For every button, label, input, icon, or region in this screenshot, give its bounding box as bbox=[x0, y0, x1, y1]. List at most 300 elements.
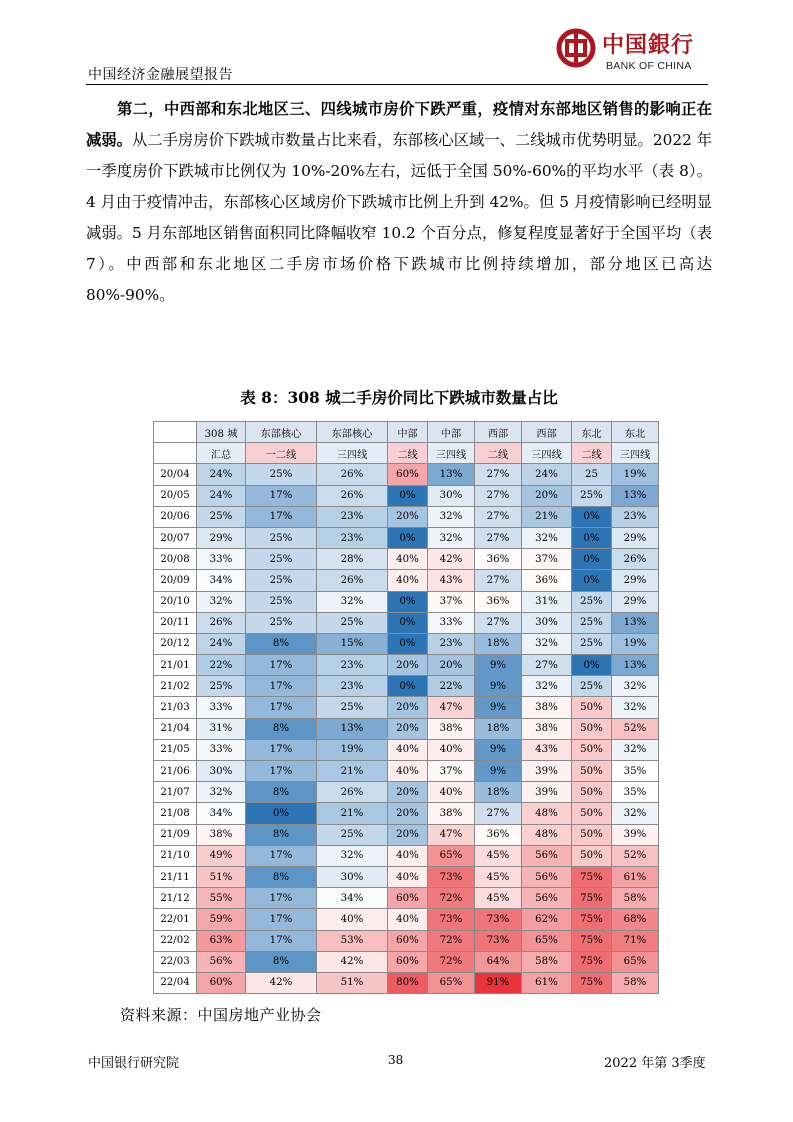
table-cell: 47% bbox=[428, 697, 475, 718]
row-period: 22/03 bbox=[154, 951, 197, 972]
table-cell: 29% bbox=[612, 570, 659, 591]
table-row bbox=[154, 570, 659, 591]
table-cell: 40% bbox=[388, 909, 428, 930]
table-cell: 30% bbox=[522, 612, 572, 633]
table-cell: 27% bbox=[475, 464, 522, 485]
table-cell: 15% bbox=[317, 633, 388, 654]
table-cell: 62% bbox=[522, 909, 572, 930]
header-cell: 一二线 bbox=[246, 443, 317, 464]
header-cell bbox=[154, 443, 197, 464]
table-cell: 52% bbox=[612, 718, 659, 739]
table-cell: 36% bbox=[475, 591, 522, 612]
table-cell: 13% bbox=[612, 655, 659, 676]
header-rule bbox=[86, 84, 708, 85]
table-cell: 0% bbox=[572, 570, 612, 591]
table-cell: 29% bbox=[612, 591, 659, 612]
table-cell: 25% bbox=[197, 506, 246, 527]
table-cell: 21% bbox=[317, 761, 388, 782]
table-cell: 27% bbox=[475, 506, 522, 527]
table-cell: 43% bbox=[428, 570, 475, 591]
table-cell: 60% bbox=[388, 888, 428, 909]
table-cell: 27% bbox=[522, 655, 572, 676]
table-cell: 28% bbox=[317, 549, 388, 570]
table-cell: 40% bbox=[388, 866, 428, 887]
table-cell: 0% bbox=[246, 803, 317, 824]
table-cell: 55% bbox=[197, 888, 246, 909]
table-cell: 25% bbox=[317, 612, 388, 633]
table-cell: 13% bbox=[428, 464, 475, 485]
table-cell: 9% bbox=[475, 697, 522, 718]
row-period: 22/02 bbox=[154, 930, 197, 951]
table-row bbox=[154, 527, 659, 548]
table-cell: 65% bbox=[428, 845, 475, 866]
row-period: 21/12 bbox=[154, 888, 197, 909]
table-cell: 0% bbox=[388, 527, 428, 548]
table-cell: 33% bbox=[197, 549, 246, 570]
row-period: 20/11 bbox=[154, 612, 197, 633]
table-cell: 23% bbox=[317, 527, 388, 548]
table-cell: 24% bbox=[197, 633, 246, 654]
table-row bbox=[154, 782, 659, 803]
table-cell: 32% bbox=[197, 782, 246, 803]
table-cell: 34% bbox=[197, 570, 246, 591]
row-period: 20/06 bbox=[154, 506, 197, 527]
table-cell: 26% bbox=[317, 782, 388, 803]
row-period: 21/11 bbox=[154, 866, 197, 887]
table-cell: 32% bbox=[522, 676, 572, 697]
table-cell: 20% bbox=[388, 718, 428, 739]
table-cell: 59% bbox=[197, 909, 246, 930]
row-period: 20/08 bbox=[154, 549, 197, 570]
table-row bbox=[154, 909, 659, 930]
table-header-row-region bbox=[154, 422, 659, 443]
header-cell: 中部 bbox=[428, 422, 475, 443]
table-cell: 36% bbox=[522, 570, 572, 591]
table-cell: 25% bbox=[572, 633, 612, 654]
table-cell: 21% bbox=[522, 506, 572, 527]
table-cell: 24% bbox=[522, 464, 572, 485]
row-period: 20/07 bbox=[154, 527, 197, 548]
table-cell: 48% bbox=[522, 803, 572, 824]
table-cell: 45% bbox=[475, 845, 522, 866]
table-row bbox=[154, 845, 659, 866]
footer-institute: 中国银行研究院 bbox=[88, 1056, 180, 1071]
table-cell: 24% bbox=[197, 464, 246, 485]
table-row bbox=[154, 951, 659, 972]
table-cell: 75% bbox=[572, 909, 612, 930]
table-cell: 27% bbox=[475, 527, 522, 548]
row-period: 20/12 bbox=[154, 633, 197, 654]
row-period: 22/01 bbox=[154, 909, 197, 930]
table-cell: 73% bbox=[428, 909, 475, 930]
table-cell: 0% bbox=[388, 591, 428, 612]
table-cell: 50% bbox=[572, 803, 612, 824]
table-cell: 29% bbox=[197, 527, 246, 548]
report-title: 中国经济金融展望报告 bbox=[88, 67, 233, 83]
table-row bbox=[154, 803, 659, 824]
table-row bbox=[154, 888, 659, 909]
table-cell: 51% bbox=[317, 972, 388, 993]
table-cell: 34% bbox=[317, 888, 388, 909]
table-cell: 17% bbox=[246, 506, 317, 527]
table-cell: 61% bbox=[522, 972, 572, 993]
header-cell: 三四线 bbox=[522, 443, 572, 464]
table-cell: 47% bbox=[428, 824, 475, 845]
table-cell: 36% bbox=[475, 824, 522, 845]
header-cell: 三四线 bbox=[317, 443, 388, 464]
table-cell: 71% bbox=[612, 930, 659, 951]
table-cell: 38% bbox=[522, 697, 572, 718]
table-cell: 30% bbox=[197, 761, 246, 782]
table-row bbox=[154, 676, 659, 697]
table-cell: 17% bbox=[246, 845, 317, 866]
header-cell: 二线 bbox=[388, 443, 428, 464]
table-cell: 58% bbox=[612, 972, 659, 993]
table-cell: 0% bbox=[388, 485, 428, 506]
table-cell: 19% bbox=[317, 739, 388, 760]
paragraph-lead: 第二，中西部和东北地区三、四线城市房价下跌严重，疫情对东部地区销售的影响正在减弱。 bbox=[86, 100, 712, 149]
table-cell: 38% bbox=[428, 718, 475, 739]
table-cell: 75% bbox=[572, 972, 612, 993]
table-cell: 30% bbox=[428, 485, 475, 506]
table-cell: 31% bbox=[197, 718, 246, 739]
table-cell: 30% bbox=[317, 866, 388, 887]
table-cell: 40% bbox=[388, 549, 428, 570]
table-cell: 26% bbox=[317, 485, 388, 506]
table-cell: 27% bbox=[475, 485, 522, 506]
table-cell: 50% bbox=[572, 697, 612, 718]
table-cell: 63% bbox=[197, 930, 246, 951]
table-cell: 0% bbox=[388, 676, 428, 697]
table-cell: 50% bbox=[572, 718, 612, 739]
table-row bbox=[154, 655, 659, 676]
logo-chinese-name: 中国銀行 bbox=[602, 33, 695, 58]
row-period: 21/10 bbox=[154, 845, 197, 866]
row-period: 21/01 bbox=[154, 655, 197, 676]
table-cell: 33% bbox=[197, 697, 246, 718]
table-cell: 17% bbox=[246, 676, 317, 697]
table-cell: 56% bbox=[522, 888, 572, 909]
table-cell: 9% bbox=[475, 739, 522, 760]
table-cell: 37% bbox=[522, 549, 572, 570]
table-cell: 0% bbox=[572, 506, 612, 527]
row-period: 22/04 bbox=[154, 972, 197, 993]
table-cell: 32% bbox=[317, 845, 388, 866]
source-note: 资料来源：中国房地产业协会 bbox=[120, 1006, 322, 1024]
table-cell: 37% bbox=[428, 761, 475, 782]
table-cell: 26% bbox=[197, 612, 246, 633]
table-cell: 56% bbox=[522, 866, 572, 887]
table-cell: 35% bbox=[612, 761, 659, 782]
table-cell: 18% bbox=[475, 718, 522, 739]
body-paragraph bbox=[86, 94, 712, 311]
page-number: 38 bbox=[388, 1053, 404, 1067]
row-period: 20/10 bbox=[154, 591, 197, 612]
table-cell: 51% bbox=[197, 866, 246, 887]
table-cell: 40% bbox=[388, 570, 428, 591]
paragraph-text: 从二手房房价下跌城市数量占比来看，东部核心区域一、二线城市优势明显。2022 年一季度房价下跌城市比例仅为 10%-20%左右，远低于全国 50%-60%的平均水平（表 8）。4 月由于疫情冲击，东部核心区域房价下跌城市比例上升到 42%。但 5 月疫情影响已经明显减弱。5 月东部地区销售面积同比降幅收窄 10.2 个百分点，修复程度显著好于全国平均（表 7）。中西部和东北地区二手房市场价格下跌城市比例持续增加，部分地区已高达 80%-90%。 bbox=[86, 131, 712, 304]
table-cell: 40% bbox=[388, 761, 428, 782]
header-cell: 三四线 bbox=[428, 443, 475, 464]
header-cell: 二线 bbox=[475, 443, 522, 464]
table-cell: 50% bbox=[572, 782, 612, 803]
table-cell: 25% bbox=[317, 824, 388, 845]
table-cell: 26% bbox=[612, 549, 659, 570]
table-cell: 32% bbox=[522, 527, 572, 548]
table-cell: 75% bbox=[572, 888, 612, 909]
table-cell: 0% bbox=[572, 527, 612, 548]
table-cell: 26% bbox=[317, 570, 388, 591]
table-cell: 40% bbox=[317, 909, 388, 930]
table-cell: 60% bbox=[388, 951, 428, 972]
table-cell: 24% bbox=[197, 485, 246, 506]
table-cell: 27% bbox=[475, 803, 522, 824]
table-row bbox=[154, 697, 659, 718]
table-cell: 13% bbox=[612, 485, 659, 506]
table-cell: 23% bbox=[317, 506, 388, 527]
table-cell: 20% bbox=[428, 655, 475, 676]
table-cell: 33% bbox=[197, 739, 246, 760]
table-title: 表 8：308 城二手房价同比下跌城市数量占比 bbox=[240, 388, 558, 407]
table-cell: 8% bbox=[246, 824, 317, 845]
table-cell: 32% bbox=[428, 527, 475, 548]
table-cell: 20% bbox=[388, 782, 428, 803]
table-cell: 0% bbox=[572, 655, 612, 676]
bank-logo bbox=[556, 22, 708, 82]
table-cell: 58% bbox=[612, 888, 659, 909]
table-cell: 75% bbox=[572, 866, 612, 887]
table-cell: 42% bbox=[317, 951, 388, 972]
table-cell: 40% bbox=[428, 782, 475, 803]
table-cell: 36% bbox=[475, 549, 522, 570]
table-cell: 75% bbox=[572, 930, 612, 951]
table-cell: 17% bbox=[246, 485, 317, 506]
table-cell: 65% bbox=[522, 930, 572, 951]
table-row bbox=[154, 972, 659, 993]
table-cell: 27% bbox=[475, 570, 522, 591]
table-cell: 25% bbox=[246, 591, 317, 612]
table-cell: 32% bbox=[197, 591, 246, 612]
table-cell: 33% bbox=[428, 612, 475, 633]
table-cell: 40% bbox=[388, 739, 428, 760]
table-cell: 50% bbox=[572, 824, 612, 845]
table-cell: 25% bbox=[572, 485, 612, 506]
table-cell: 17% bbox=[246, 761, 317, 782]
row-period: 20/04 bbox=[154, 464, 197, 485]
price-decline-table bbox=[153, 421, 659, 994]
table-cell: 26% bbox=[317, 464, 388, 485]
table-header-row-tier bbox=[154, 443, 659, 464]
table-cell: 23% bbox=[317, 676, 388, 697]
table-cell: 32% bbox=[612, 697, 659, 718]
header-cell: 汇总 bbox=[197, 443, 246, 464]
table-row bbox=[154, 930, 659, 951]
table-cell: 17% bbox=[246, 655, 317, 676]
table-cell: 75% bbox=[572, 951, 612, 972]
table-cell: 39% bbox=[522, 782, 572, 803]
table-cell: 20% bbox=[388, 824, 428, 845]
table-cell: 45% bbox=[475, 866, 522, 887]
table-cell: 17% bbox=[246, 697, 317, 718]
row-period: 21/08 bbox=[154, 803, 197, 824]
table-row bbox=[154, 612, 659, 633]
table-cell: 32% bbox=[428, 506, 475, 527]
table-cell: 25% bbox=[246, 527, 317, 548]
table-cell: 73% bbox=[475, 930, 522, 951]
table-cell: 52% bbox=[612, 845, 659, 866]
table-cell: 21% bbox=[317, 803, 388, 824]
table-cell: 17% bbox=[246, 739, 317, 760]
row-period: 21/02 bbox=[154, 676, 197, 697]
table-row bbox=[154, 824, 659, 845]
row-period: 21/09 bbox=[154, 824, 197, 845]
table-cell: 56% bbox=[522, 845, 572, 866]
table-cell: 19% bbox=[612, 464, 659, 485]
header-cell bbox=[154, 422, 197, 443]
table-cell: 27% bbox=[475, 612, 522, 633]
table-cell: 65% bbox=[428, 972, 475, 993]
table-cell: 73% bbox=[475, 909, 522, 930]
table-cell: 29% bbox=[612, 527, 659, 548]
table-cell: 53% bbox=[317, 930, 388, 951]
table-row bbox=[154, 464, 659, 485]
header-cell: 中部 bbox=[388, 422, 428, 443]
table-cell: 68% bbox=[612, 909, 659, 930]
table-cell: 72% bbox=[428, 930, 475, 951]
table-cell: 23% bbox=[317, 655, 388, 676]
header-cell: 二线 bbox=[572, 443, 612, 464]
table-cell: 25% bbox=[572, 676, 612, 697]
table-row bbox=[154, 761, 659, 782]
table-cell: 23% bbox=[428, 633, 475, 654]
table-cell: 32% bbox=[317, 591, 388, 612]
table-cell: 8% bbox=[246, 782, 317, 803]
table-cell: 32% bbox=[612, 676, 659, 697]
table-cell: 25% bbox=[572, 591, 612, 612]
row-period: 20/09 bbox=[154, 570, 197, 591]
table-cell: 50% bbox=[572, 845, 612, 866]
table-cell: 25 bbox=[572, 464, 612, 485]
table-cell: 20% bbox=[522, 485, 572, 506]
table-cell: 72% bbox=[428, 951, 475, 972]
row-period: 21/07 bbox=[154, 782, 197, 803]
table-cell: 32% bbox=[612, 803, 659, 824]
table-cell: 40% bbox=[428, 739, 475, 760]
header-cell: 308 城 bbox=[197, 422, 246, 443]
table-cell: 45% bbox=[475, 888, 522, 909]
table-cell: 42% bbox=[428, 549, 475, 570]
table-cell: 0% bbox=[388, 633, 428, 654]
table-cell: 17% bbox=[246, 888, 317, 909]
table-cell: 0% bbox=[572, 549, 612, 570]
table-cell: 13% bbox=[612, 612, 659, 633]
table-cell: 22% bbox=[197, 655, 246, 676]
table-cell: 19% bbox=[612, 633, 659, 654]
table-cell: 60% bbox=[197, 972, 246, 993]
table-cell: 20% bbox=[388, 655, 428, 676]
table-cell: 8% bbox=[246, 633, 317, 654]
logo-english-name: BANK OF CHINA bbox=[606, 60, 692, 72]
table-cell: 80% bbox=[388, 972, 428, 993]
table-cell: 32% bbox=[612, 739, 659, 760]
table-cell: 50% bbox=[572, 739, 612, 760]
table-row bbox=[154, 506, 659, 527]
table-cell: 38% bbox=[428, 803, 475, 824]
row-period: 20/05 bbox=[154, 485, 197, 506]
table-cell: 25% bbox=[572, 612, 612, 633]
table-cell: 31% bbox=[522, 591, 572, 612]
table-cell: 73% bbox=[428, 866, 475, 887]
table-cell: 23% bbox=[612, 506, 659, 527]
table-cell: 9% bbox=[475, 676, 522, 697]
table-cell: 18% bbox=[475, 782, 522, 803]
table-cell: 35% bbox=[612, 782, 659, 803]
table-row bbox=[154, 718, 659, 739]
table-cell: 17% bbox=[246, 909, 317, 930]
table-cell: 40% bbox=[388, 845, 428, 866]
table-cell: 50% bbox=[572, 761, 612, 782]
table-cell: 22% bbox=[428, 676, 475, 697]
row-period: 21/06 bbox=[154, 761, 197, 782]
table-cell: 34% bbox=[197, 803, 246, 824]
table-row bbox=[154, 485, 659, 506]
table-cell: 8% bbox=[246, 718, 317, 739]
table-cell: 20% bbox=[388, 506, 428, 527]
table-cell: 9% bbox=[475, 761, 522, 782]
header-cell: 西部 bbox=[475, 422, 522, 443]
table-cell: 60% bbox=[388, 930, 428, 951]
footer-quarter: 2022 年第 3季度 bbox=[604, 1056, 706, 1071]
row-period: 21/05 bbox=[154, 739, 197, 760]
table-cell: 42% bbox=[246, 972, 317, 993]
table-cell: 25% bbox=[246, 464, 317, 485]
table-cell: 60% bbox=[388, 464, 428, 485]
header-cell: 三四线 bbox=[612, 443, 659, 464]
row-period: 21/03 bbox=[154, 697, 197, 718]
table-cell: 0% bbox=[388, 612, 428, 633]
table-cell: 25% bbox=[246, 549, 317, 570]
header-cell: 东部核心 bbox=[317, 422, 388, 443]
table-cell: 17% bbox=[246, 930, 317, 951]
table-row bbox=[154, 866, 659, 887]
table-cell: 48% bbox=[522, 824, 572, 845]
table-cell: 13% bbox=[317, 718, 388, 739]
table-cell: 25% bbox=[317, 697, 388, 718]
table-cell: 58% bbox=[522, 951, 572, 972]
table-row bbox=[154, 591, 659, 612]
table-cell: 9% bbox=[475, 655, 522, 676]
table-cell: 8% bbox=[246, 951, 317, 972]
table-cell: 49% bbox=[197, 845, 246, 866]
table-cell: 25% bbox=[246, 570, 317, 591]
table-cell: 39% bbox=[522, 761, 572, 782]
header-cell: 东北 bbox=[572, 422, 612, 443]
table-row bbox=[154, 549, 659, 570]
table-cell: 32% bbox=[522, 633, 572, 654]
table-cell: 25% bbox=[197, 676, 246, 697]
table-cell: 72% bbox=[428, 888, 475, 909]
table-cell: 64% bbox=[475, 951, 522, 972]
table-cell: 18% bbox=[475, 633, 522, 654]
table-cell: 39% bbox=[612, 824, 659, 845]
table-cell: 61% bbox=[612, 866, 659, 887]
table-cell: 8% bbox=[246, 866, 317, 887]
table-row bbox=[154, 739, 659, 760]
header-cell: 西部 bbox=[522, 422, 572, 443]
table-cell: 37% bbox=[428, 591, 475, 612]
table-cell: 56% bbox=[197, 951, 246, 972]
table-cell: 38% bbox=[197, 824, 246, 845]
